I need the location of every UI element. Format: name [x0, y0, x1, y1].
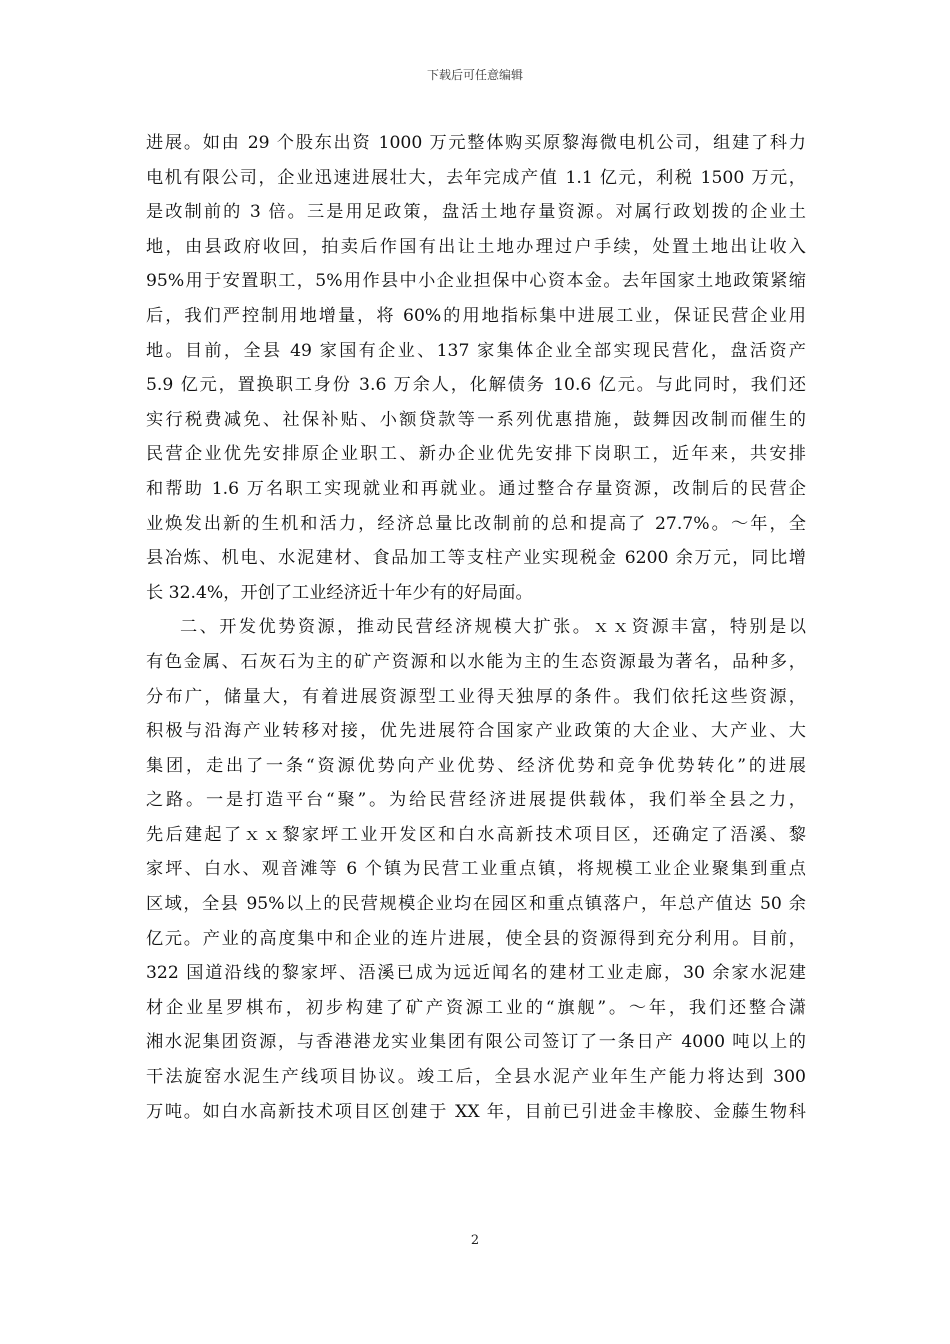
text-line: 亿元。产业的高度集中和企业的连片进展，使全县的资源得到充分利用。目前， — [146, 928, 806, 949]
text-line: 集团，走出了一条“资源优势向产业优势、经济优势和竞争优势转化”的进展 — [146, 755, 806, 776]
text-line: 积极与沿海产业转移对接，优先进展符合国家产业政策的大企业、大产业、大 — [146, 721, 806, 742]
text-line: 湘水泥集团资源，与香港港龙实业集团有限公司签订了一条日产 4000 吨以上的 — [146, 1032, 806, 1053]
text-line: 区域，全县 95%以上的民营规模企业均在园区和重点镇落户，年总产值达 50 余 — [146, 894, 806, 915]
text-line: 家坪、白水、观音滩等 6 个镇为民营工业重点镇，将规模工业企业聚集到重点 — [146, 859, 806, 880]
text-line: 干法旋窑水泥生产线项目协议。竣工后，全县水泥产业年生产能力将达到 300 — [146, 1067, 806, 1088]
text-line: 实行税费减免、社保补贴、小额贷款等一系列优惠措施，鼓舞因改制而催生的 — [146, 409, 806, 430]
page-header: 下载后可任意编辑 — [426, 68, 523, 82]
text-line: 95%用于安置职工，5%用作县中小企业担保中心资本金。去年国家土地政策紧缩 — [146, 271, 806, 292]
text-line: 二、开发优势资源，推动民营经济规模大扩张。ｘｘ资源丰富，特别是以 — [180, 617, 806, 638]
text-line: 地，由县政府收回，拍卖后作国有出让土地办理过户手续，处置土地出让收入 — [146, 236, 806, 257]
text-line: 322 国道沿线的黎家坪、浯溪已成为远近闻名的建材工业走廊，30 余家水泥建 — [146, 963, 806, 984]
text-line: 县冶炼、机电、水泥建材、食品加工等支柱产业实现税金 6200 余万元，同比增 — [146, 548, 806, 569]
text-line: 有色金属、石灰石为主的矿产资源和以水能为主的生态资源最为著名，品种多， — [146, 651, 806, 672]
text-line: 分布广，储量大，有着进展资源型工业得天独厚的条件。我们依托这些资源， — [146, 686, 806, 707]
text-line: 和帮助 1.6 万名职工实现就业和再就业。通过整合存量资源，改制后的民营企 — [146, 478, 806, 499]
text-line: 地。目前，全县 49 家国有企业、137 家集体企业全部实现民营化，盘活资产 — [146, 340, 806, 361]
text-line: 电机有限公司，企业迅速进展壮大，去年完成产值 1.1 亿元，利税 1500 万元， — [146, 167, 806, 188]
text-line: 之路。一是打造平台“聚”。为给民营经济进展提供载体，我们举全县之力， — [146, 790, 806, 811]
text-line: 材企业星罗棋布，初步构建了矿产资源工业的“旗舰”。～年，我们还整合潇 — [146, 997, 806, 1018]
text-line: 是改制前的 3 倍。三是用足政策，盘活土地存量资源。对属行政划拨的企业土 — [146, 202, 806, 223]
text-line: 5.9 亿元，置换职工身份 3.6 万余人，化解债务 10.6 亿元。与此同时，我们还 — [146, 375, 806, 396]
text-line: 后，我们严控制用地增量，将 60%的用地指标集中进展工业，保证民营企业用 — [146, 305, 806, 326]
text-line: 进展。如由 29 个股东出资 1000 万元整体购买原黎海微电机公司，组建了科力 — [146, 133, 806, 153]
page-number: 2 — [470, 1233, 480, 1248]
text-line: 民营企业优先安排原企业职工、新办企业优先安排下岗职工，近年来，共安排 — [146, 444, 806, 465]
text-line: 业焕发出新的生机和活力，经济总量比改制前的总和提高了 27.7%。～年，全 — [146, 513, 806, 534]
text-line: 先后建起了ｘｘ黎家坪工业开发区和白水高新技术项目区，还确定了浯溪、黎 — [146, 824, 806, 845]
body-text — [146, 126, 806, 1129]
text-line: 长 32.4%，开创了工业经济近十年少有的好局面。 — [146, 582, 533, 603]
text-line: 万吨。如白水高新技术项目区创建于 XX 年，目前已引进金丰橡胶、金藤生物科 — [146, 1101, 806, 1122]
